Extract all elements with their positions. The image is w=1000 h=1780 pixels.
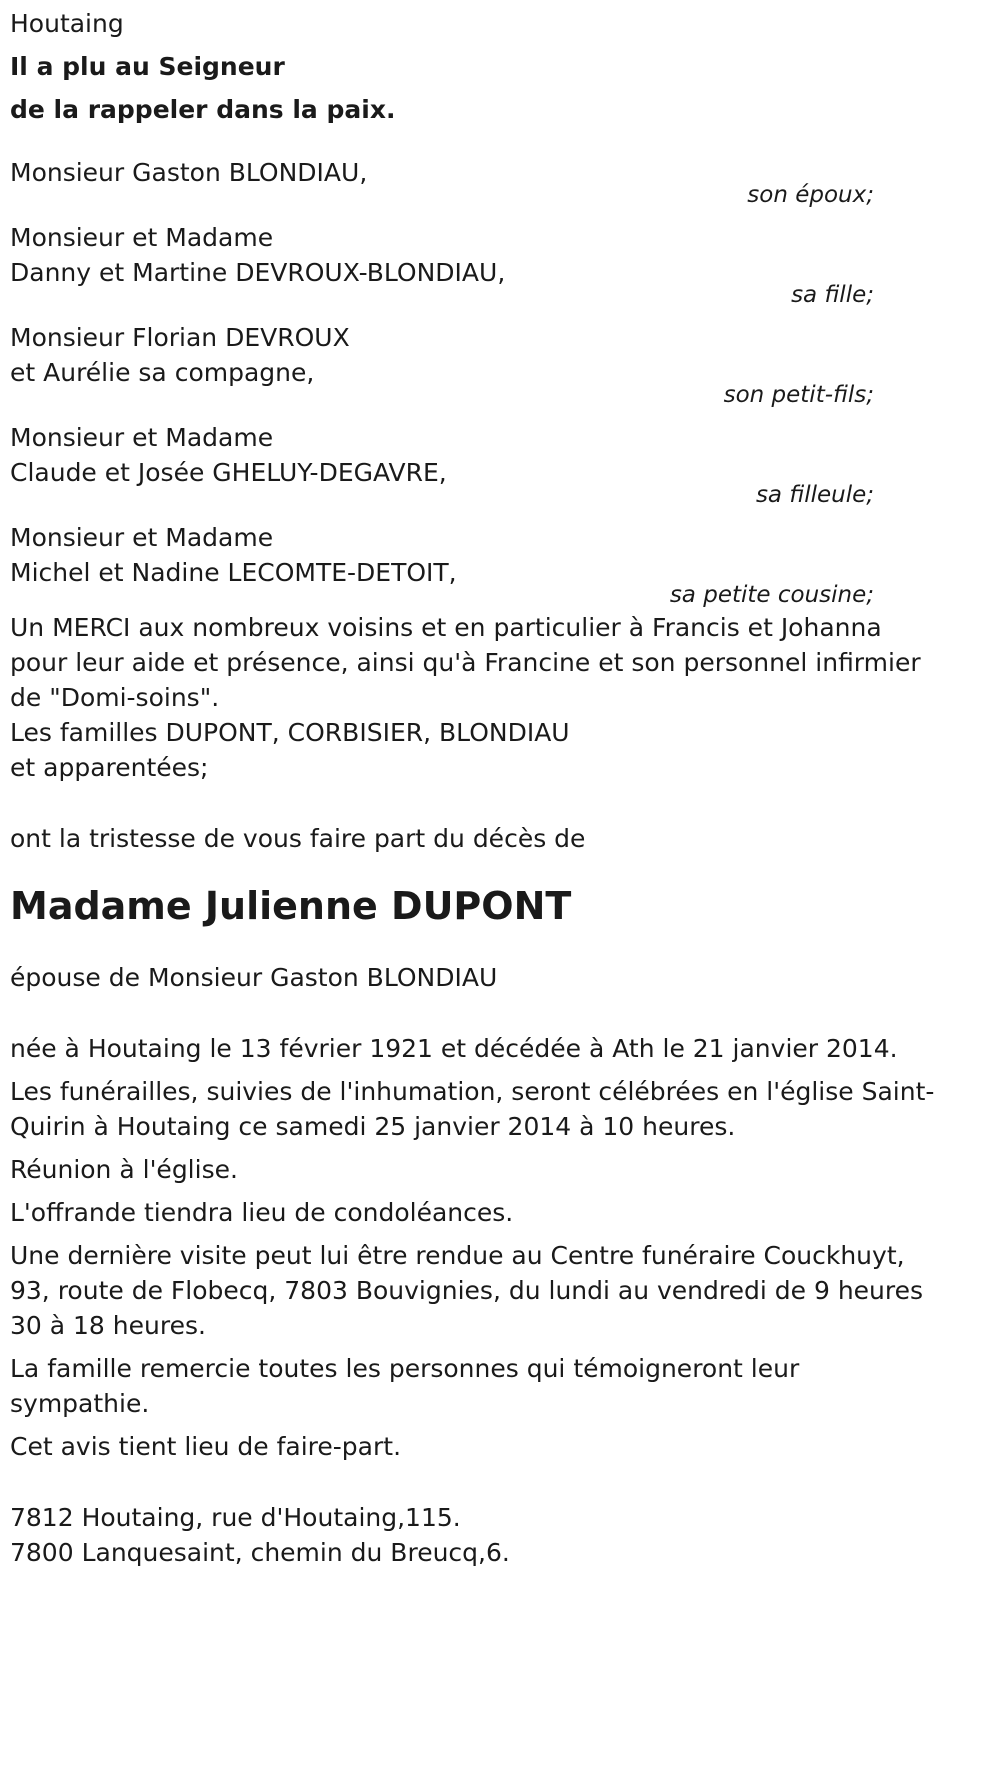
place-name: Houtaing (10, 9, 124, 38)
family-member-3-line-2: et Aurélie sa compagne, (10, 358, 315, 387)
family-member-4-relation: sa filleule; (755, 482, 874, 508)
funeral-line-2: Quirin à Houtaing ce samedi 25 janvier 2014 à 10 heures. (10, 1112, 736, 1141)
thanks-line-4: Les familles DUPONT, CORBISIER, BLONDIAU (10, 718, 570, 747)
address-line-1: 7812 Houtaing, rue d'Houtaing,115. (10, 1503, 461, 1532)
family-thanks-line-1: La famille remercie toutes les personnes qui témoigneront leur (10, 1354, 800, 1383)
thanks-block (10, 610, 921, 785)
family-member-1 (10, 155, 874, 210)
family-member-3-relation: son petit-fils; (723, 382, 874, 408)
family-member-4 (10, 420, 874, 510)
deceased-name: Madame Julienne DUPONT (10, 884, 572, 928)
spouse-line: épouse de Monsieur Gaston BLONDIAU (10, 963, 498, 992)
family-member-2-line-1: Monsieur et Madame (10, 223, 274, 252)
family-member-5-line-1: Monsieur et Madame (10, 523, 274, 552)
address-line-2: 7800 Lanquesaint, chemin du Breucq,6. (10, 1538, 510, 1567)
notice-line: Cet avis tient lieu de faire-part. (10, 1432, 402, 1461)
offering-line: L'offrande tiendra lieu de condoléances. (10, 1198, 514, 1227)
intro-line-2: de la rappeler dans la paix. (10, 95, 396, 124)
family-member-1-relation: son époux; (747, 182, 874, 208)
family-member-4-line-1: Monsieur et Madame (10, 423, 274, 452)
visit-line-2: 93, route de Flobecq, 7803 Bouvignies, du lundi au vendredi de 9 heures (10, 1276, 924, 1305)
visit-line-1: Une dernière visite peut lui être rendue au Centre funéraire Couckhuyt, (10, 1241, 905, 1270)
notice-content (10, 0, 935, 1570)
family-member-5 (10, 520, 874, 610)
meeting-line: Réunion à l'église. (10, 1155, 238, 1184)
announcement-lead: ont la tristesse de vous faire part du décès de (10, 824, 586, 853)
family-member-5-relation: sa petite cousine; (669, 582, 874, 608)
family-thanks-line-2: sympathie. (10, 1389, 150, 1418)
family-member-1-line-1: Monsieur Gaston BLONDIAU, (10, 158, 368, 187)
thanks-line-3: de "Domi-soins". (10, 683, 220, 712)
thanks-line-1: Un MERCI aux nombreux voisins et en particulier à Francis et Johanna (10, 613, 882, 642)
intro-line-1: Il a plu au Seigneur (10, 52, 285, 81)
birth-death-line: née à Houtaing le 13 février 1921 et décédée à Ath le 21 janvier 2014. (10, 1034, 898, 1063)
visit-line-3: 30 à 18 heures. (10, 1311, 206, 1340)
family-member-2-line-2: Danny et Martine DEVROUX-BLONDIAU, (10, 258, 506, 287)
family-member-3-line-1: Monsieur Florian DEVROUX (10, 323, 350, 352)
thanks-line-2: pour leur aide et présence, ainsi qu'à Francine et son personnel infirmier (10, 648, 921, 677)
family-member-4-line-2: Claude et Josée GHELUY-DEGAVRE, (10, 458, 447, 487)
funeral-line-1: Les funérailles, suivies de l'inhumation, seront célébrées en l'église Saint- (10, 1077, 935, 1106)
family-member-5-line-2: Michel et Nadine LECOMTE-DETOIT, (10, 558, 457, 587)
family-member-3 (10, 320, 874, 410)
thanks-line-5: et apparentées; (10, 753, 209, 782)
family-member-2 (10, 220, 874, 310)
family-member-2-relation: sa fille; (791, 282, 874, 308)
